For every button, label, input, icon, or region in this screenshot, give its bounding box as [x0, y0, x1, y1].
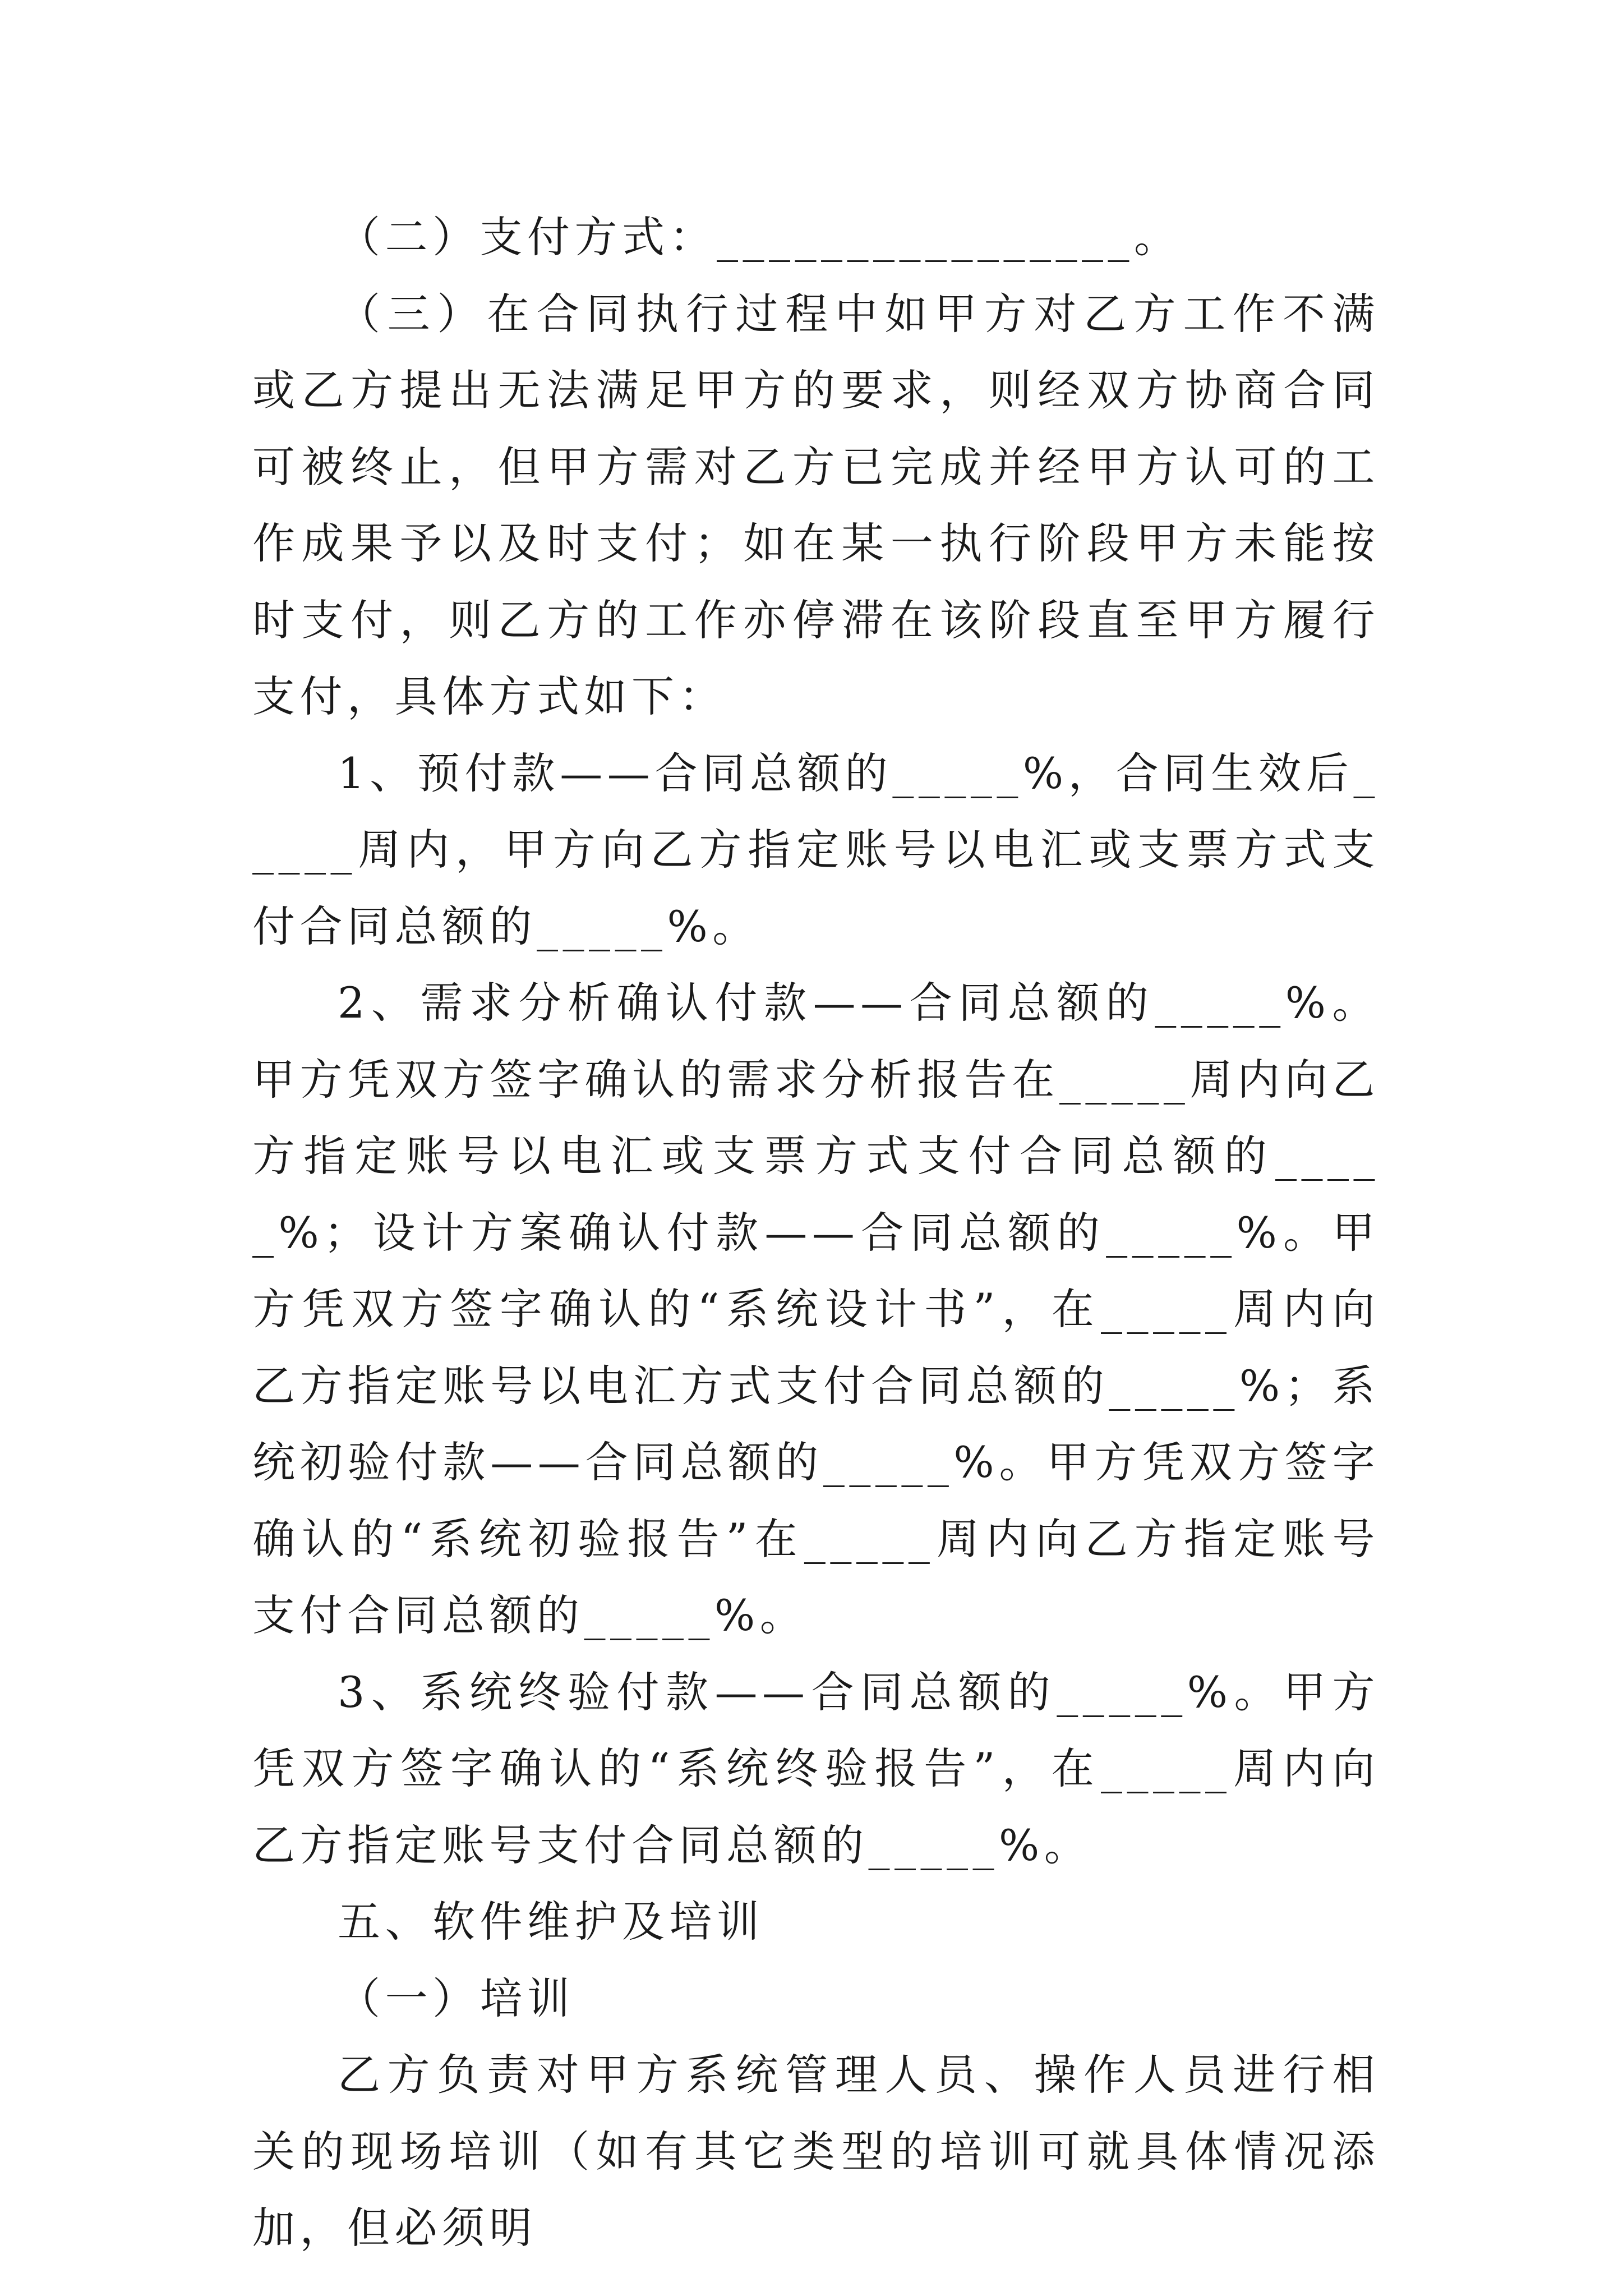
subsection-heading-training: （一）培训 [338, 1973, 575, 2023]
paragraph-payment-method: （二）支付方式：________________。 [338, 212, 1182, 262]
section-heading-maintenance-training: 五、软件维护及培训 [338, 1897, 764, 1947]
contract-body [252, 199, 1380, 2267]
paragraph-prepayment: 1、预付款——合同总额的_____%，合同生效后_____周内，甲方向乙方指定账号以电汇或支票方式支付合同总额的_____%。 [252, 748, 1380, 951]
paragraph-termination-terms: （三）在合同执行过程中如甲方对乙方工作不满或乙方提出无法满足甲方的要求，则经双方协商合同可被终止，但甲方需对乙方已完成并经甲方认可的工作成果予以及时支付；如在某一执行阶段甲方未能按时支付，则乙方的工作亦停滞在该阶段直至甲方履行支付，具体方式如下： [252, 288, 1380, 721]
paragraph-training-details: 乙方负责对甲方系统管理人员、操作人员进行相关的现场培训（如有其它类型的培训可就具体情况添加，但必须明 [252, 2050, 1380, 2253]
paragraph-final-acceptance-payment: 3、系统终验付款——合同总额的_____%。甲方凭双方签字确认的“系统终验报告”，在_____周内向乙方指定账号支付合同总额的_____%。 [252, 1667, 1380, 1870]
paragraph-milestone-payments: 2、需求分析确认付款——合同总额的_____%。甲方凭双方签字确认的需求分析报告在_____周内向乙方指定账号以电汇或支票方式支付合同总额的_____%；设计方案确认付款——合同总额的_____%。甲方凭双方签字确认的“系统设计书”，在_____周内向乙方指定账号以电汇方式支付合同总额的_____%；系统初验付款——合同总额的_____%。甲方凭双方签字确认的“系统初验报告”在_____周内向乙方指定账号支付合同总额的_____%。 [252, 978, 1380, 1640]
